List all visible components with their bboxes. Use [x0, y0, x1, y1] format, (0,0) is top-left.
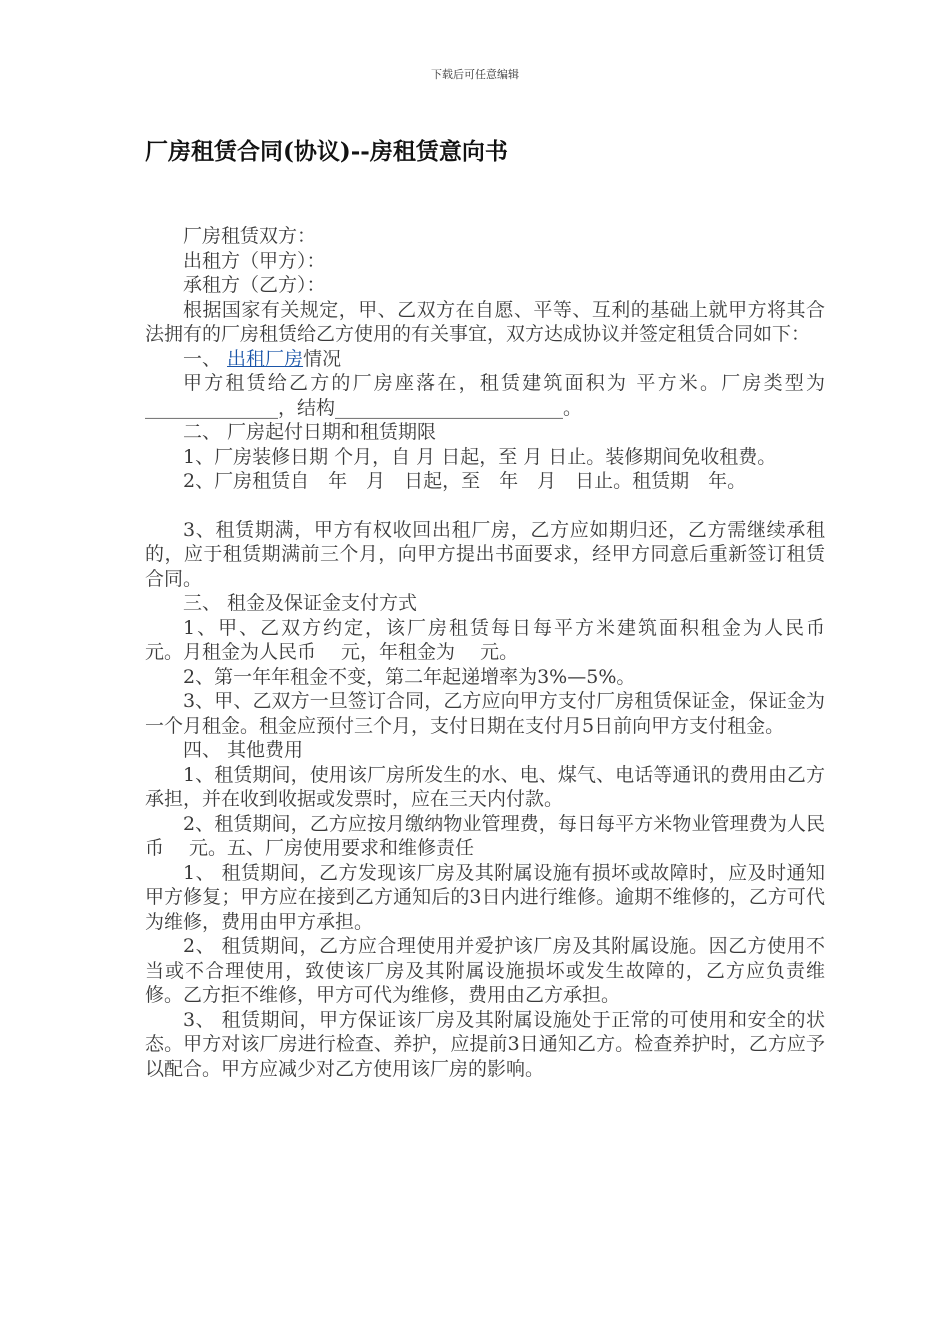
clause-4-2: 2、租赁期间，乙方应按月缴纳物业管理费，每日每平方米物业管理费为人民币 元。五、厂房使用要求和维修责任	[145, 812, 825, 859]
rental-factory-link[interactable]: 出租厂房	[227, 347, 304, 370]
clause-4-1: 1、租赁期间，使用该厂房所发生的水、电、煤气、电话等通讯的费用由乙方承担，并在收到收据或发票时，应在三天内付款。	[145, 763, 825, 810]
parties-heading: 厂房租赁双方：	[183, 225, 317, 247]
lessee-line: 承租方（乙方）：	[183, 274, 326, 296]
document-body	[145, 224, 851, 1081]
clause-5-2: 2、 租赁期间，乙方应合理使用并爱护该厂房及其附属设施。因乙方使用不当或不合理使用，致使该厂房及其附属设施损坏或发生故障的，乙方应负责维修。乙方拒不维修，甲方可代为维修，费用由乙方承担。	[145, 935, 825, 1006]
section-1-suffix: 情况	[303, 347, 342, 370]
section-4-heading: 四、 其他费用	[183, 739, 304, 761]
clause-2-2: 2、厂房租赁自 年 月 日起，至 年 月 日止。租赁期 年。	[183, 470, 747, 492]
section-2-heading: 二、 厂房起付日期和租赁期限	[183, 421, 437, 443]
clause-2-3: 3、租赁期满，甲方有权收回出租厂房，乙方应如期归还，乙方需继续承租的，应于租赁期满前三个月，向甲方提出书面要求，经甲方同意后重新签订租赁合同。	[145, 518, 825, 590]
factory-location-paragraph: 甲方租赁给乙方的厂房座落在，租赁建筑面积为 平方米。厂房类型为______________，结构________________________。	[145, 372, 825, 419]
clause-5-1: 1、 租赁期间，乙方发现该厂房及其附属设施有损坏或故障时，应及时通知甲方修复；甲方应在接到乙方通知后的3日内进行维修。逾期不维修的，乙方可代为维修，费用由甲方承担。	[145, 861, 825, 933]
section-1-prefix: 一、	[183, 347, 228, 370]
clause-3-3: 3、甲、乙双方一旦签订合同，乙方应向甲方支付厂房租赁保证金，保证金为一个月租金。租金应预付三个月，支付日期在支付月5日前向甲方支付租金。	[145, 690, 825, 737]
clause-3-1: 1、甲、乙双方约定，该厂房租赁每日每平方米建筑面积租金为人民币 元。月租金为人民币 元，年租金为 元。	[145, 616, 851, 663]
blank-line	[145, 494, 825, 518]
clause-3-2: 2、第一年年租金不变，第二年起递增率为3%—5%。	[183, 665, 636, 688]
lessor-line: 出租方（甲方）：	[183, 249, 326, 272]
clause-5-3: 3、 租赁期间，甲方保证该厂房及其附属设施处于正常的可使用和安全的状态。甲方对该厂房进行检查、养护，应提前3日通知乙方。检查养护时，乙方应予以配合。甲方应减少对乙方使用该厂房的影响。	[145, 1008, 825, 1080]
preamble-paragraph: 根据国家有关规定，甲、乙双方在自愿、平等、互利的基础上就甲方将其合法拥有的厂房租赁给乙方使用的有关事宜，双方达成协议并签定租赁合同如下：	[145, 298, 825, 345]
section-1-heading	[145, 347, 825, 372]
page-header: 下载后可任意编辑	[431, 68, 519, 81]
clause-2-1: 1、厂房装修日期 个月，自 月 日起，至 月 日止。装修期间免收租费。	[183, 445, 777, 468]
section-3-heading: 三、 租金及保证金支付方式	[183, 592, 418, 614]
document-title: 厂房租赁合同(协议)--房租赁意向书	[145, 138, 508, 165]
